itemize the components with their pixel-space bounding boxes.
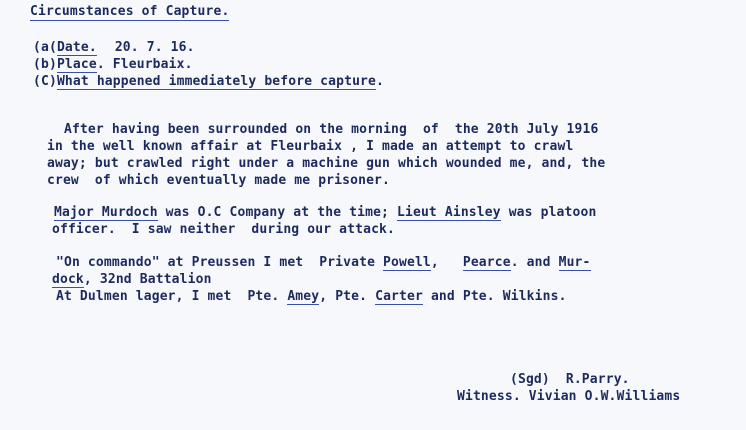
para1-line4: crew of which eventually made me prisoner. xyxy=(47,173,390,188)
name-lieut-ainsley: Lieut Ainsley xyxy=(397,205,501,220)
para3-l3pre: At Dulmen lager, I met Pte. xyxy=(56,289,288,304)
para2-mid: was O.C Company at the time; xyxy=(157,205,398,220)
item-place xyxy=(33,57,193,73)
para3-line2 xyxy=(52,272,212,288)
para3-sep2: . and xyxy=(510,255,559,270)
para3-battalion: , 32nd Battalion xyxy=(83,272,212,287)
signature-sgd: (Sgd) R.Parry. xyxy=(510,372,630,387)
para1-line3: away; but crawled right under a machine gun which wounded me, and, the xyxy=(47,156,606,171)
para3-pre: "On commando" at Preussen I met Private xyxy=(56,255,384,270)
item-value-place: . Fleurbaix. xyxy=(96,57,193,72)
name-powell: Powell xyxy=(383,255,431,270)
item-value-date: 20. 7. 16. xyxy=(114,40,195,55)
signature-witness: Witness. Vivian O.W.Williams xyxy=(457,389,681,404)
item-what-happened xyxy=(33,74,384,90)
item-marker-a: (a( xyxy=(33,40,57,55)
item-date xyxy=(33,40,195,56)
para1-line2: in the well known affair at Fleurbaix , I made an attempt to crawl xyxy=(47,139,574,154)
name-murdock-part1: Mur- xyxy=(558,255,591,270)
para3-line1 xyxy=(56,255,591,271)
name-murdock-part2: dock xyxy=(52,272,84,287)
item-marker-c: (C) xyxy=(33,74,57,89)
item-label-what-happened: What happened immediately before capture xyxy=(56,74,377,89)
para2-line2: officer. I saw neither during our attack. xyxy=(52,222,395,237)
name-pearce: Pearce xyxy=(462,255,511,270)
para1-line1: After having been surrounded on the morning of the 20th July 1916 xyxy=(64,122,599,137)
para3-l3mid: , Pte. xyxy=(319,289,376,304)
name-amey: Amey xyxy=(287,289,320,304)
item-label-date: Date. xyxy=(56,40,97,55)
item-label-place: Place xyxy=(56,57,97,72)
para2-line1 xyxy=(54,205,596,221)
para3-l3end: and Pte. Wilkins. xyxy=(422,289,567,304)
name-carter: Carter xyxy=(375,289,423,304)
para3-sep1: , xyxy=(430,255,463,270)
para2-end: was platoon xyxy=(500,205,597,220)
section-heading: Circumstances of Capture. xyxy=(30,4,230,19)
item-value-what-happened: . xyxy=(376,74,384,89)
name-major-murdoch: Major Murdoch xyxy=(54,205,158,220)
item-marker-b: (b) xyxy=(33,57,57,72)
para3-line3 xyxy=(56,289,567,305)
